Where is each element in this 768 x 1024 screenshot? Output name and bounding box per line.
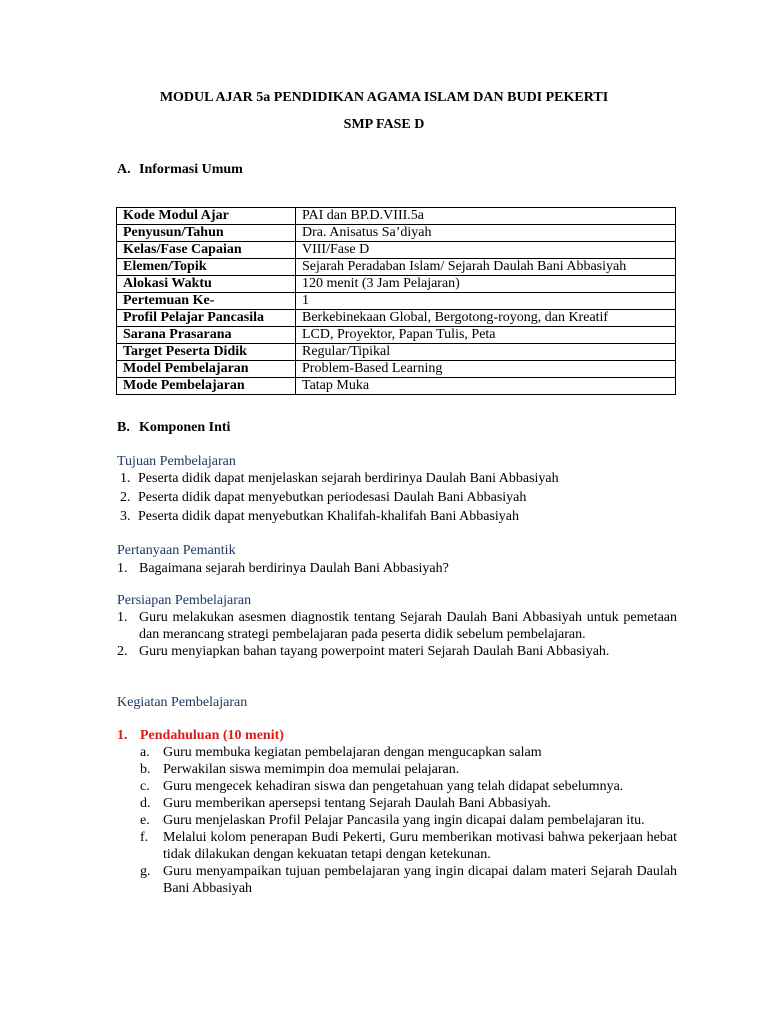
- info-row: [117, 327, 676, 344]
- info-table: [116, 207, 676, 395]
- item-number: 3.: [120, 509, 131, 524]
- item-number: 1.: [120, 471, 131, 486]
- info-value: Dra. Anisatus Sa’diyah: [296, 225, 676, 242]
- list-item: [140, 795, 677, 812]
- item-text: Peserta didik dapat menjelaskan sejarah berdirinya Daulah Bani Abbasiyah: [138, 471, 559, 486]
- info-row: [117, 293, 676, 310]
- item-text: Peserta didik dapat menyebutkan periodesasi Daulah Bani Abbasiyah: [138, 490, 527, 505]
- item-letter: a.: [140, 745, 150, 760]
- list-item: [140, 812, 677, 829]
- tujuan-heading: Tujuan Pembelajaran: [117, 454, 236, 469]
- item-number: 2.: [117, 644, 128, 659]
- info-value: LCD, Proyektor, Papan Tulis, Peta: [296, 327, 676, 344]
- item-text: Guru mengecek kehadiran siswa dan pengetahuan yang telah didapat sebelumnya.: [163, 779, 624, 794]
- list-item: [117, 609, 677, 643]
- phase-heading: [117, 727, 284, 744]
- item-letter: e.: [140, 813, 150, 828]
- info-key: Kelas/Fase Capaian: [117, 242, 296, 259]
- info-value: VIII/Fase D: [296, 242, 676, 259]
- persiapan-list: [117, 609, 677, 660]
- tujuan-list: [117, 470, 677, 525]
- persiapan-heading: Persiapan Pembelajaran: [117, 593, 252, 608]
- info-key: Mode Pembelajaran: [117, 378, 296, 395]
- item-letter: f.: [140, 830, 149, 845]
- list-item: [117, 508, 677, 525]
- document-title: MODUL AJAR 5a PENDIDIKAN AGAMA ISLAM DAN BUDI PEKERTI: [159, 90, 609, 105]
- section-a-label: Informasi Umum: [139, 162, 243, 177]
- item-text: Peserta didik dapat menyebutkan Khalifah-khalifah Bani Abbasiyah: [138, 509, 520, 524]
- info-row: [117, 208, 676, 225]
- info-value: Problem-Based Learning: [296, 361, 676, 378]
- info-row: [117, 276, 676, 293]
- item-letter: b.: [140, 762, 151, 777]
- item-text: Guru membuka kegiatan pembelajaran dengan mengucapkan salam: [163, 745, 542, 760]
- list-item: [117, 489, 677, 506]
- pertanyaan-list: [117, 560, 677, 577]
- item-text: Guru menyiapkan bahan tayang powerpoint materi Sejarah Daulah Bani Abbasiyah.: [139, 644, 610, 659]
- item-number: 2.: [120, 490, 131, 505]
- list-item: [117, 470, 677, 487]
- item-letter: c.: [140, 779, 150, 794]
- item-text: Guru memberikan apersepsi tentang Sejarah Daulah Bani Abbasiyah.: [163, 796, 551, 811]
- kegiatan-heading: Kegiatan Pembelajaran: [117, 695, 248, 710]
- item-text: Guru menjelaskan Profil Pelajar Pancasila yang ingin dicapai dalam pembelajaran itu.: [163, 813, 645, 828]
- list-item: [117, 643, 677, 660]
- info-key: Profil Pelajar Pancasila: [117, 310, 296, 327]
- info-row: [117, 344, 676, 361]
- info-key: Sarana Prasarana: [117, 327, 296, 344]
- info-row: [117, 242, 676, 259]
- section-a-letter: A.: [117, 162, 131, 177]
- info-value: 120 menit (3 Jam Pelajaran): [296, 276, 676, 293]
- section-b-label: Komponen Inti: [139, 420, 231, 435]
- document-subtitle: SMP FASE D: [343, 117, 425, 132]
- info-row: [117, 361, 676, 378]
- info-key: Elemen/Topik: [117, 259, 296, 276]
- info-value: 1: [296, 293, 676, 310]
- list-item: [117, 560, 677, 577]
- info-key: Kode Modul Ajar: [117, 208, 296, 225]
- info-value: PAI dan BP.D.VIII.5a: [296, 208, 676, 225]
- item-text: Perwakilan siswa memimpin doa memulai pelajaran.: [163, 762, 460, 777]
- info-key: Penyusun/Tahun: [117, 225, 296, 242]
- item-text: Melalui kolom penerapan Budi Pekerti, Guru memberikan motivasi bahwa pekerjaan hebat tidak dilakukan dengan kekuatan tetapi dengan ketekunan.: [163, 830, 677, 862]
- kegiatan-list: [140, 744, 677, 897]
- info-row: [117, 378, 676, 395]
- phase-number: 1.: [117, 728, 128, 743]
- pertanyaan-heading: Pertanyaan Pemantik: [117, 543, 236, 558]
- item-number: 1.: [117, 610, 128, 625]
- item-text: Guru melakukan asesmen diagnostik tentang Sejarah Daulah Bani Abbasiyah untuk pemetaan dan merancang strategi pembelajaran pada peserta didik sebelum pembelajaran.: [139, 610, 677, 642]
- list-item: [140, 761, 677, 778]
- info-key: Alokasi Waktu: [117, 276, 296, 293]
- item-number: 1.: [117, 561, 128, 576]
- info-key: Model Pembelajaran: [117, 361, 296, 378]
- item-letter: d.: [140, 796, 151, 811]
- info-row: [117, 310, 676, 327]
- info-value: Sejarah Peradaban Islam/ Sejarah Daulah Bani Abbasiyah: [296, 259, 676, 276]
- section-b-heading: [117, 419, 230, 436]
- item-text: Bagaimana sejarah berdirinya Daulah Bani Abbasiyah?: [139, 561, 449, 576]
- list-item: [140, 744, 677, 761]
- info-key: Pertemuan Ke-: [117, 293, 296, 310]
- info-row: [117, 259, 676, 276]
- item-letter: g.: [140, 864, 151, 879]
- info-value: Regular/Tipikal: [296, 344, 676, 361]
- info-value: Berkebinekaan Global, Bergotong-royong, dan Kreatif: [296, 310, 676, 327]
- list-item: [140, 863, 677, 897]
- info-key: Target Peserta Didik: [117, 344, 296, 361]
- info-row: [117, 225, 676, 242]
- info-value: Tatap Muka: [296, 378, 676, 395]
- list-item: [140, 829, 677, 863]
- list-item: [140, 778, 677, 795]
- section-b-letter: B.: [117, 420, 130, 435]
- section-a-heading: [117, 161, 243, 178]
- phase-label: Pendahuluan (10 menit): [140, 728, 284, 743]
- item-text: Guru menyampaikan tujuan pembelajaran yang ingin dicapai dalam materi Sejarah Daulah Bani Abbasiyah: [163, 864, 677, 896]
